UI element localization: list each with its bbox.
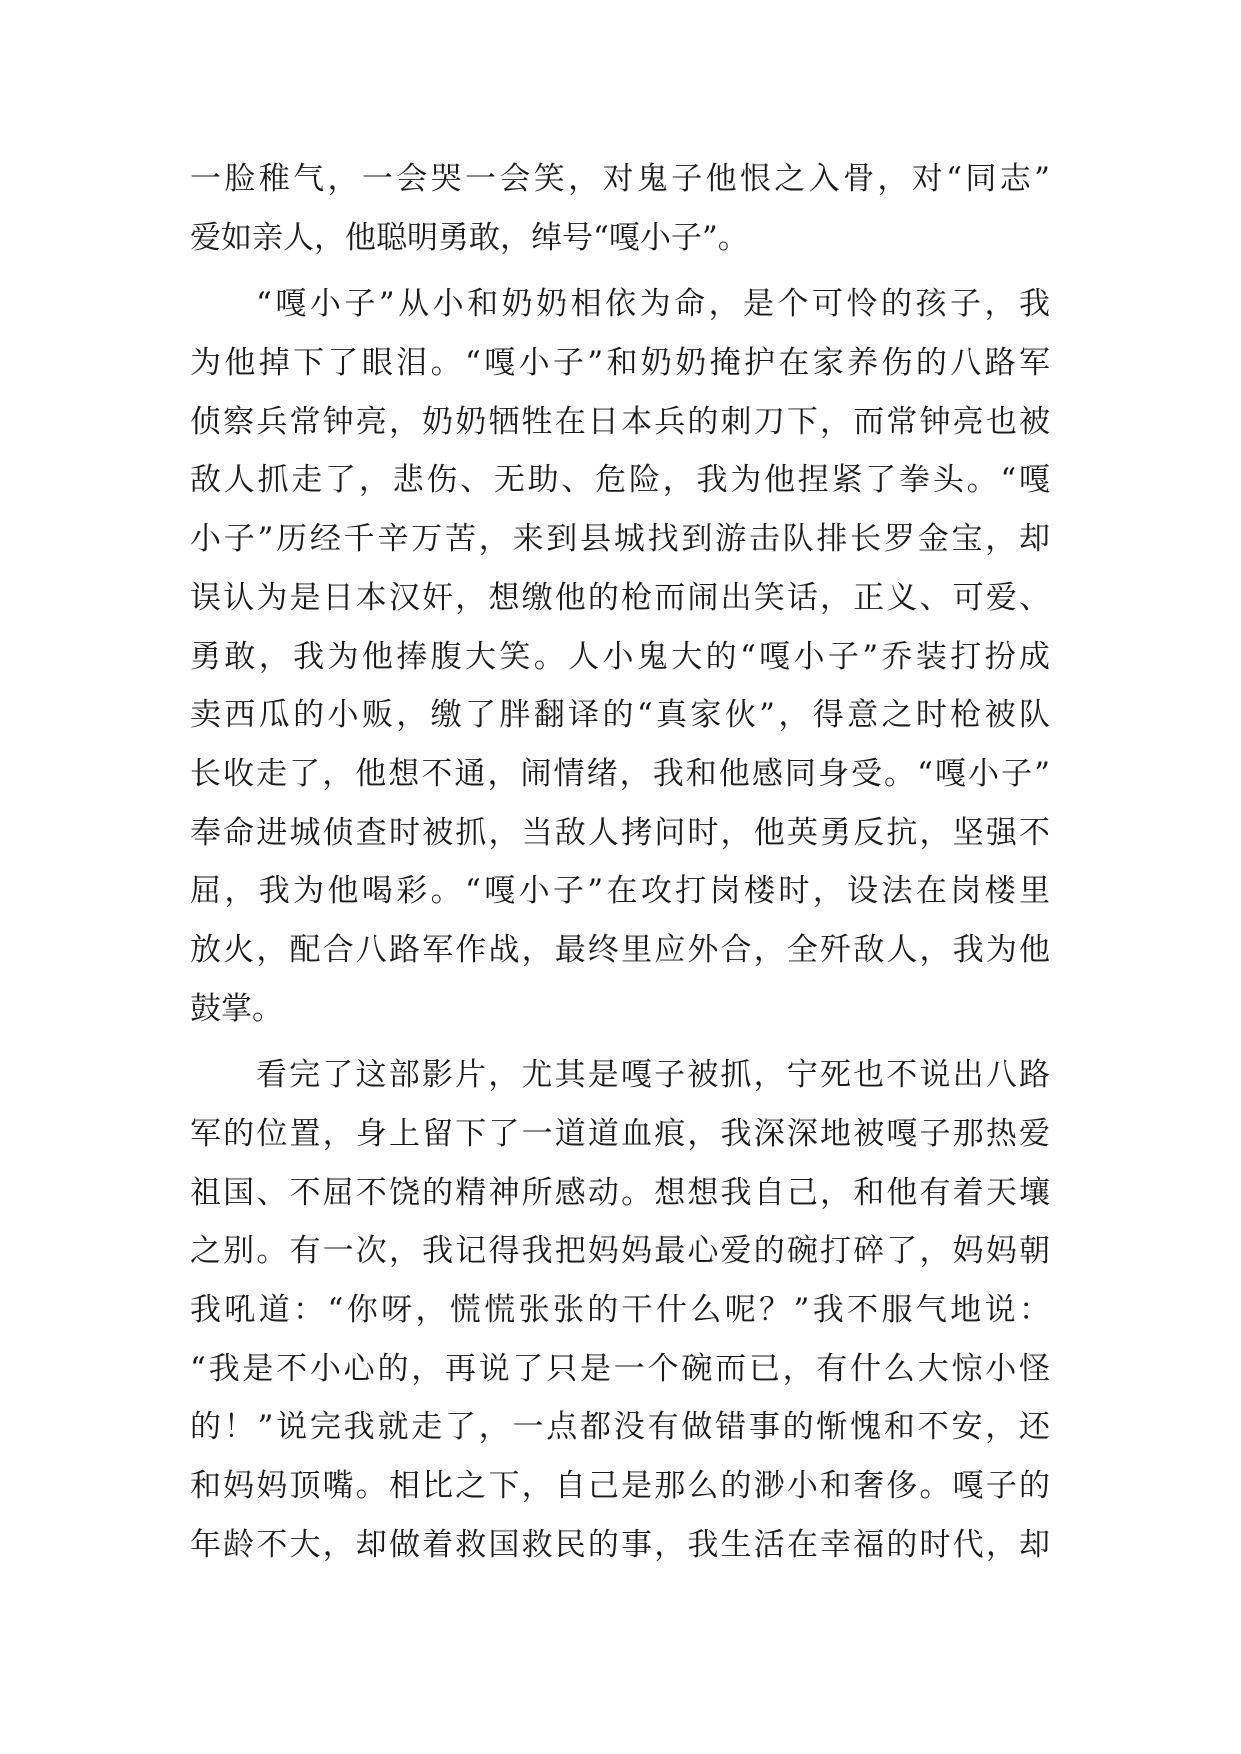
text-line: 看完了这部影片，尤其是嘎子被抓，宁死也不说出八路 xyxy=(256,1057,1050,1094)
text-line: 鼓掌。 xyxy=(190,990,283,1027)
text-line: 和妈妈顶嘴。相比之下，自己是那么的渺小和奢侈。嘎子的 xyxy=(190,1468,1050,1505)
paragraph-2 xyxy=(190,275,1050,1038)
text-line: 小子”历经千辛万苦，来到县城找到游击队排长罗金宝，却 xyxy=(190,521,1050,558)
text-line: 放火，配合八路军作战，最终里应外合，全歼敌人，我为他 xyxy=(190,931,1050,968)
text-line: 奉命进城侦查时被抓，当敌人拷问时，他英勇反抗，坚强不 xyxy=(190,814,1050,851)
text-line: 我吼道：“你呀，慌慌张张的干什么呢？”我不服气地说： xyxy=(190,1292,1050,1329)
document-body xyxy=(190,150,1050,1575)
text-line: “我是不小心的，再说了只是一个碗而已，有什么大惊小怪 xyxy=(190,1350,1050,1387)
text-line: 敌人抓走了，悲伤、无助、危险，我为他捏紧了拳头。“嘎 xyxy=(190,462,1050,499)
text-line: 误认为是日本汉奸，想缴他的枪而闹出笑话，正义、可爱、 xyxy=(190,579,1050,616)
text-line: 的！”说完我就走了，一点都没有做错事的惭愧和不安，还 xyxy=(190,1409,1050,1446)
text-line: 一脸稚气，一会哭一会笑，对鬼子他恨之入骨，对“同志” xyxy=(190,161,1050,197)
text-line: 年龄不大，却做着救国救民的事，我生活在幸福的时代，却 xyxy=(190,1526,1050,1563)
text-line: 卖西瓜的小贩，缴了胖翻译的“真家伙”，得意之时枪被队 xyxy=(190,697,1050,734)
text-line: 之别。有一次，我记得我把妈妈最心爱的碗打碎了，妈妈朝 xyxy=(190,1233,1050,1270)
text-line: 军的位置，身上留下了一道道血痕，我深深地被嘎子那热爱 xyxy=(190,1116,1050,1152)
text-line: 勇敢，我为他捧腹大笑。人小鬼大的“嘎小子”乔装打扮成 xyxy=(190,638,1050,675)
paragraph-3 xyxy=(190,1046,1050,1574)
paragraph-1 xyxy=(190,150,1050,267)
text-line: 祖国、不屈不饶的精神所感动。想想我自己，和他有着天壤 xyxy=(190,1174,1050,1211)
text-line: “嘎小子”从小和奶奶相依为命，是个可怜的孩子，我 xyxy=(256,286,1050,323)
text-line: 屈，我为他喝彩。“嘎小子”在攻打岗楼时，设法在岗楼里 xyxy=(190,873,1050,910)
text-line: 侦察兵常钟亮，奶奶牺牲在日本兵的刺刀下，而常钟亮也被 xyxy=(190,403,1050,440)
text-line: 为他掉下了眼泪。“嘎小子”和奶奶掩护在家养伤的八路军 xyxy=(190,345,1050,382)
text-line: 爱如亲人，他聪明勇敢，绰号“嘎小子”。 xyxy=(190,219,749,256)
text-line: 长收走了，他想不通，闹情绪，我和他感同身受。“嘎小子” xyxy=(190,755,1050,792)
